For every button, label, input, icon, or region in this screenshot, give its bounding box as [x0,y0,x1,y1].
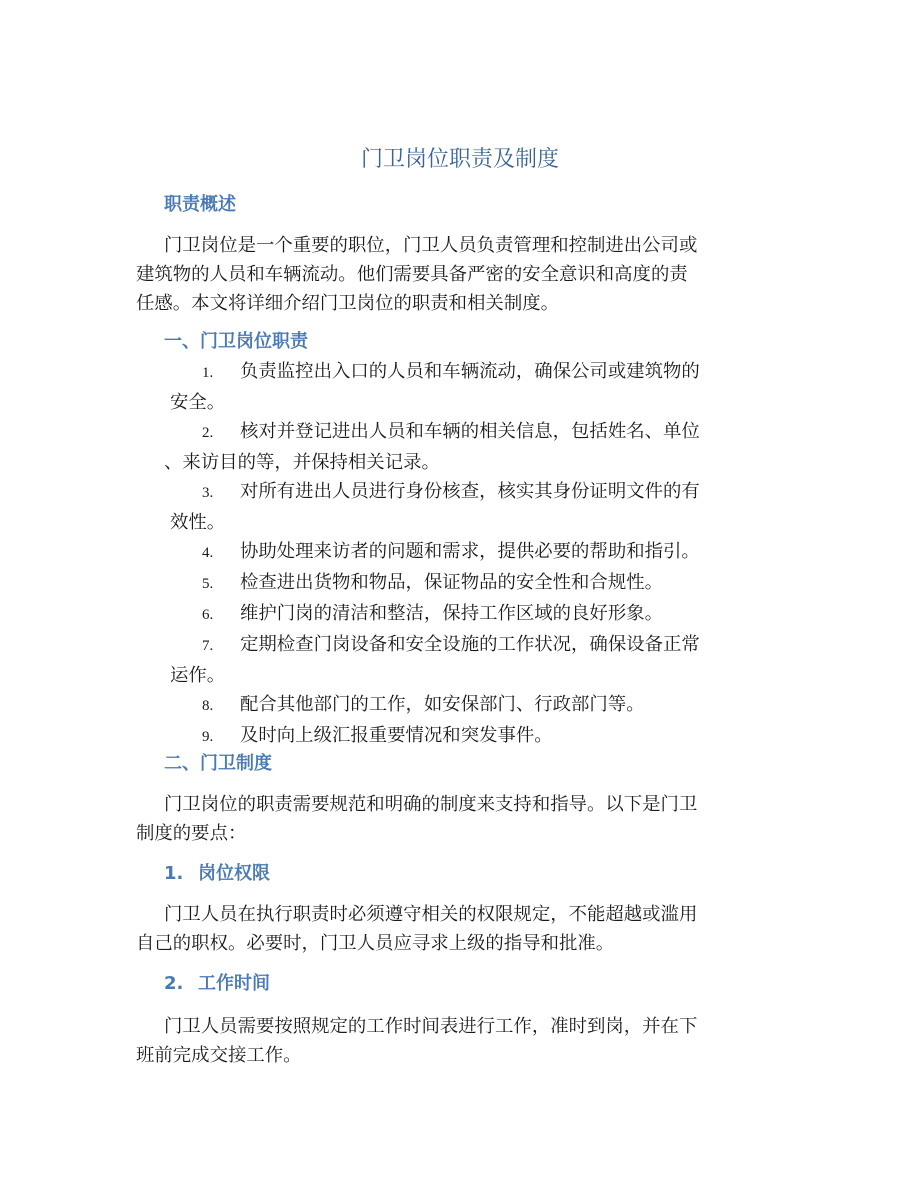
list-text-continued: 、来访目的等，并保持相关记录。 [164,452,440,473]
list-text: 维护门岗的清洁和整洁，保持工作区域的良好形象。 [240,603,663,624]
list-item [168,630,788,690]
list-text-continued: 效性。 [170,512,226,533]
list-text-continued: 运作。 [170,665,226,686]
list-item [164,417,788,477]
list-number: 8. [202,698,214,714]
list-item [168,357,788,417]
list-number: 9. [202,729,214,745]
subheading-authority [164,859,270,889]
authority-line-2: 自己的职权。必要时，门卫人员应寻求上级的指导和批准。 [136,933,615,954]
subheading-number: 1. [164,863,184,884]
rules-paragraph [136,790,784,848]
overview-line-3: 任感。本文将详细介绍门卫岗位的职责和相关制度。 [136,293,559,314]
list-item [168,568,788,599]
list-number: 1. [202,365,214,381]
overview-line-2: 建筑物的人员和车辆流动。他们需要具备严密的安全意识和高度的责 [136,264,688,285]
list-number: 6. [202,607,214,623]
list-item [168,537,788,568]
list-item [168,599,788,630]
section-heading-rules: 二、门卫制度 [164,753,272,774]
rules-line-2: 制度的要点： [136,823,247,844]
worktime-paragraph [136,1012,784,1070]
list-number: 3. [202,485,214,501]
overview-line-1: 门卫岗位是一个重要的职位，门卫人员负责管理和控制进出公司或 [164,235,698,256]
document-title: 门卫岗位职责及制度 [360,147,559,172]
subheading-text: 岗位权限 [198,863,270,884]
subheading-number: 2. [164,973,184,994]
list-number: 5. [202,576,214,592]
list-text: 检查进出货物和物品，保证物品的安全性和合规性。 [240,572,663,593]
overview-paragraph [136,231,784,318]
list-number: 4. [202,545,214,561]
section-heading-overview: 职责概述 [164,194,236,215]
subheading-worktime [164,969,270,999]
list-item [168,690,788,721]
section-heading-duties: 一、门卫岗位职责 [164,331,308,352]
subheading-text: 工作时间 [198,973,270,994]
list-number: 7. [202,638,214,654]
list-number: 2. [202,425,214,441]
list-text: 负责监控出入口的人员和车辆流动，确保公司或建筑物的 [240,361,700,382]
list-text-continued: 安全。 [170,392,226,413]
worktime-line-1: 门卫人员需要按照规定的工作时间表进行工作，准时到岗，并在下 [164,1016,698,1037]
list-item [168,477,788,537]
authority-paragraph [136,900,784,958]
list-text: 对所有进出人员进行身份核查，核实其身份证明文件的有 [240,481,700,502]
worktime-line-2: 班前完成交接工作。 [136,1045,302,1066]
duties-list [164,357,788,752]
rules-line-1: 门卫岗位的职责需要规范和明确的制度来支持和指导。以下是门卫 [164,794,698,815]
list-text: 及时向上级汇报重要情况和突发事件。 [240,725,553,746]
list-text: 协助处理来访者的问题和需求，提供必要的帮助和指引。 [240,541,700,562]
list-text: 定期检查门岗设备和安全设施的工作状况，确保设备正常 [240,634,700,655]
list-text: 核对并登记进出人员和车辆的相关信息，包括姓名、单位 [240,421,700,442]
authority-line-1: 门卫人员在执行职责时必须遵守相关的权限规定，不能超越或滥用 [164,904,698,925]
list-item [168,721,788,752]
list-text: 配合其他部门的工作，如安保部门、行政部门等。 [240,694,645,715]
